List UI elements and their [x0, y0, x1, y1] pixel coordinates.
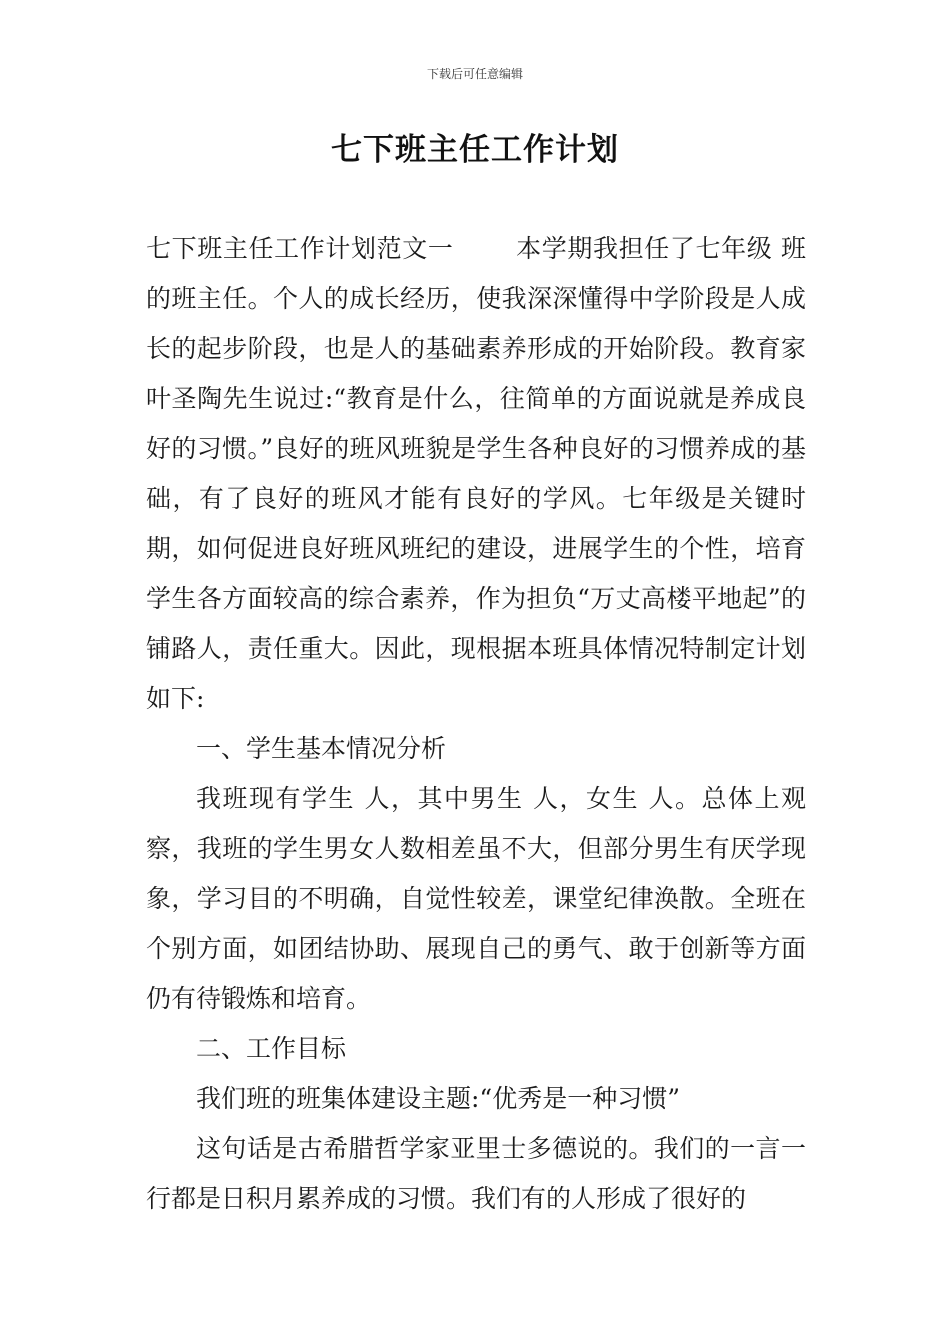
header-note: 下载后可任意编辑: [426, 67, 523, 81]
section1-paragraph: 我班现有学生 人，其中男生 人，女生 人。总体上观察，我班的学生男女人数相差虽不大，但部分男生有厌学现象，学习目的不明确，自觉性较差，课堂纪律涣散。全班在个别方面，如团结协助、展现自己的勇气、敢于创新等方面仍有待锻炼和培育。: [146, 784, 806, 1013]
section2-paragraph: 这句话是古希腊哲学家亚里士多德说的。我们的一言一行都是日积月累养成的习惯。我们有的人形成了很好的: [146, 1134, 806, 1213]
intro-text: 本学期我担任了七年级 班的班主任。个人的成长经历，使我深深懂得中学阶段是人成长的起步阶段，也是人的基础素养形成的开始阶段。教育家叶圣陶先生说过:“教育是什么，往简单的方面说就是养成良好的习惯。”良好的班风班貌是学生各种良好的习惯养成的基础，有了良好的班风才能有良好的学风。七年级是关键时期，如何促进良好班风班纪的建设，进展学生的个性，培育学生各方面较高的综合素养，作为担负“万丈高楼平地起”的铺路人，责任重大。因此，现根据本班具体情况特制定计划如下:: [146, 234, 806, 713]
section2-theme: 我们班的班集体建设主题:“优秀是一种习惯”: [196, 1084, 680, 1113]
intro-label: 七下班主任工作计划范文一: [146, 234, 454, 263]
intro-paragraph: [146, 224, 806, 724]
document-body: [146, 224, 806, 1224]
document-title: 七下班主任工作计划: [331, 132, 619, 168]
section2-heading: 二、工作目标: [196, 1034, 347, 1063]
section1-heading: 一、学生基本情况分析: [196, 734, 447, 763]
